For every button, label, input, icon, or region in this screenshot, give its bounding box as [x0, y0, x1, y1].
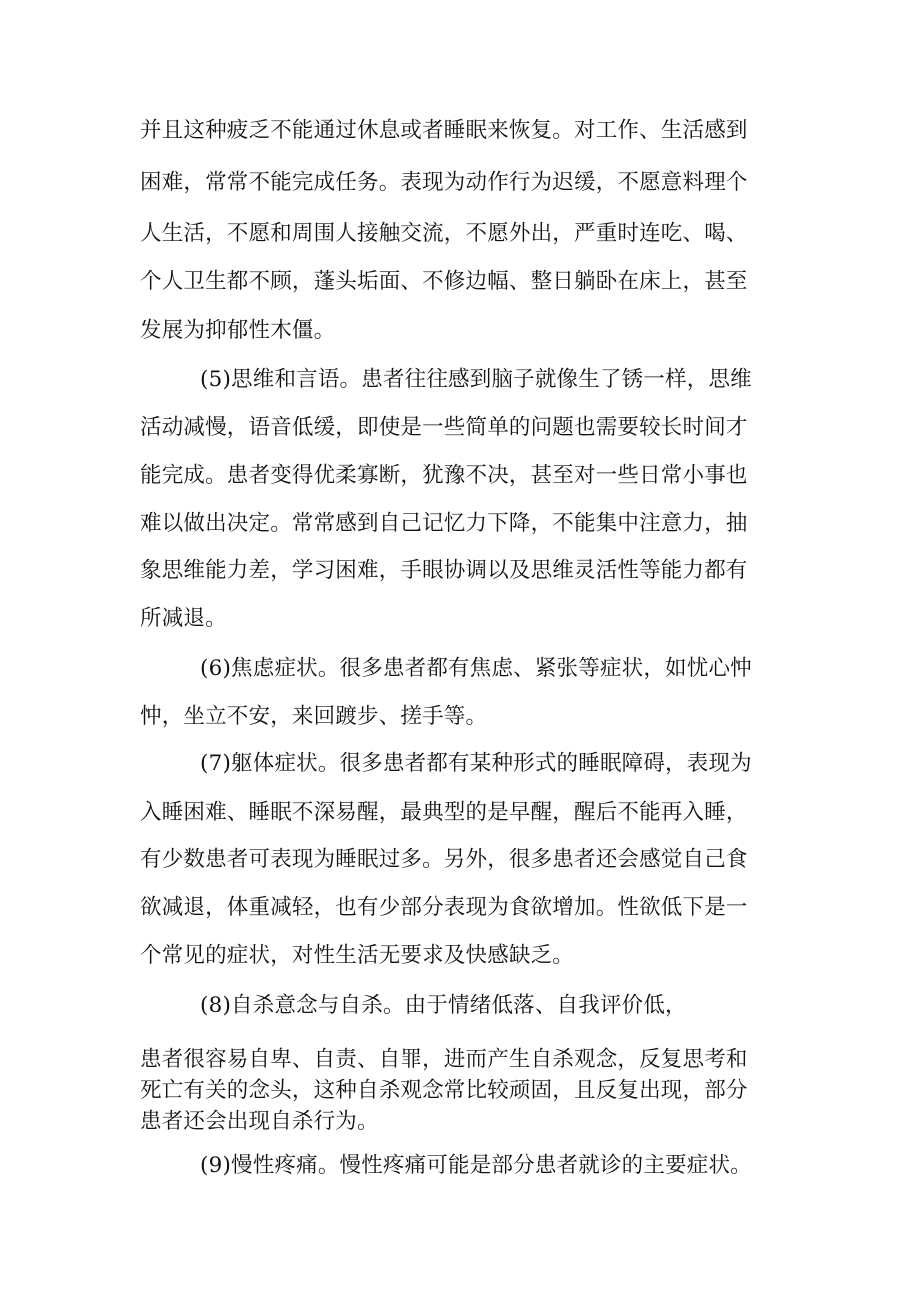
text-line: 活动减慢，语音低缓，即使是一些简单的问题也需要较长时间才: [140, 415, 748, 440]
text-line: 个人卫生都不顾，蓬头垢面、不修边幅、整日躺卧在床上，甚至: [140, 269, 748, 294]
text-line: 能完成。患者变得优柔寡断，犹豫不决，甚至对一些日常小事也: [140, 463, 748, 488]
paragraph-7-start: (7)躯体症状。很多患者都有某种形式的睡眠障碍，表现为: [200, 751, 752, 776]
text-line: 个常见的症状，对性生活无要求及快感缺乏。: [140, 943, 575, 968]
text-line: 有少数患者可表现为睡眠过多。另外，很多患者还会感觉自己食: [140, 847, 748, 872]
text-line: 发展为抑郁性木僵。: [140, 318, 336, 343]
paragraph-9-start: (9)慢性疼痛。慢性疼痛可能是部分患者就诊的主要症状。: [200, 1153, 752, 1178]
text-line: 难以做出决定。常常感到自己记忆力下降，不能集中注意力，抽: [140, 511, 748, 536]
text-line: 患者还会出现自杀行为。: [140, 1109, 379, 1134]
text-line: 欲减退，体重减轻，也有少部分表现为食欲增加。性欲低下是一: [140, 895, 748, 920]
text-line: 死亡有关的念头，这种自杀观念常比较顽固，且反复出现，部分: [140, 1078, 748, 1103]
text-line: 象思维能力差，学习困难，手眼协调以及思维灵活性等能力都有: [140, 558, 748, 583]
paragraph-5-start: (5)思维和言语。患者往往感到脑子就像生了锈一样，思维: [200, 367, 752, 392]
text-line: 患者很容易自卑、自责、自罪，进而产生自杀观念，反复思考和: [140, 1047, 748, 1072]
text-line: 所减退。: [140, 606, 227, 631]
text-line: 入睡困难、睡眠不深易醒，最典型的是早醒，醒后不能再入睡，: [140, 800, 748, 825]
text-line: 忡，坐立不安，来回踱步、搓手等。: [140, 704, 488, 729]
text-line: 并且这种疲乏不能通过休息或者睡眠来恢复。对工作、生活感到: [140, 118, 748, 143]
text-line: 人生活，不愿和周围人接触交流，不愿外出，严重时连吃、喝、: [140, 221, 748, 246]
text-line: 困难，常常不能完成任务。表现为动作行为迟缓，不愿意料理个: [140, 170, 748, 195]
paragraph-8-start: (8)自杀意念与自杀。由于情绪低落、自我评价低，: [200, 993, 687, 1018]
paragraph-6-start: (6)焦虑症状。很多患者都有焦虑、紧张等症状，如忧心忡: [200, 656, 752, 681]
